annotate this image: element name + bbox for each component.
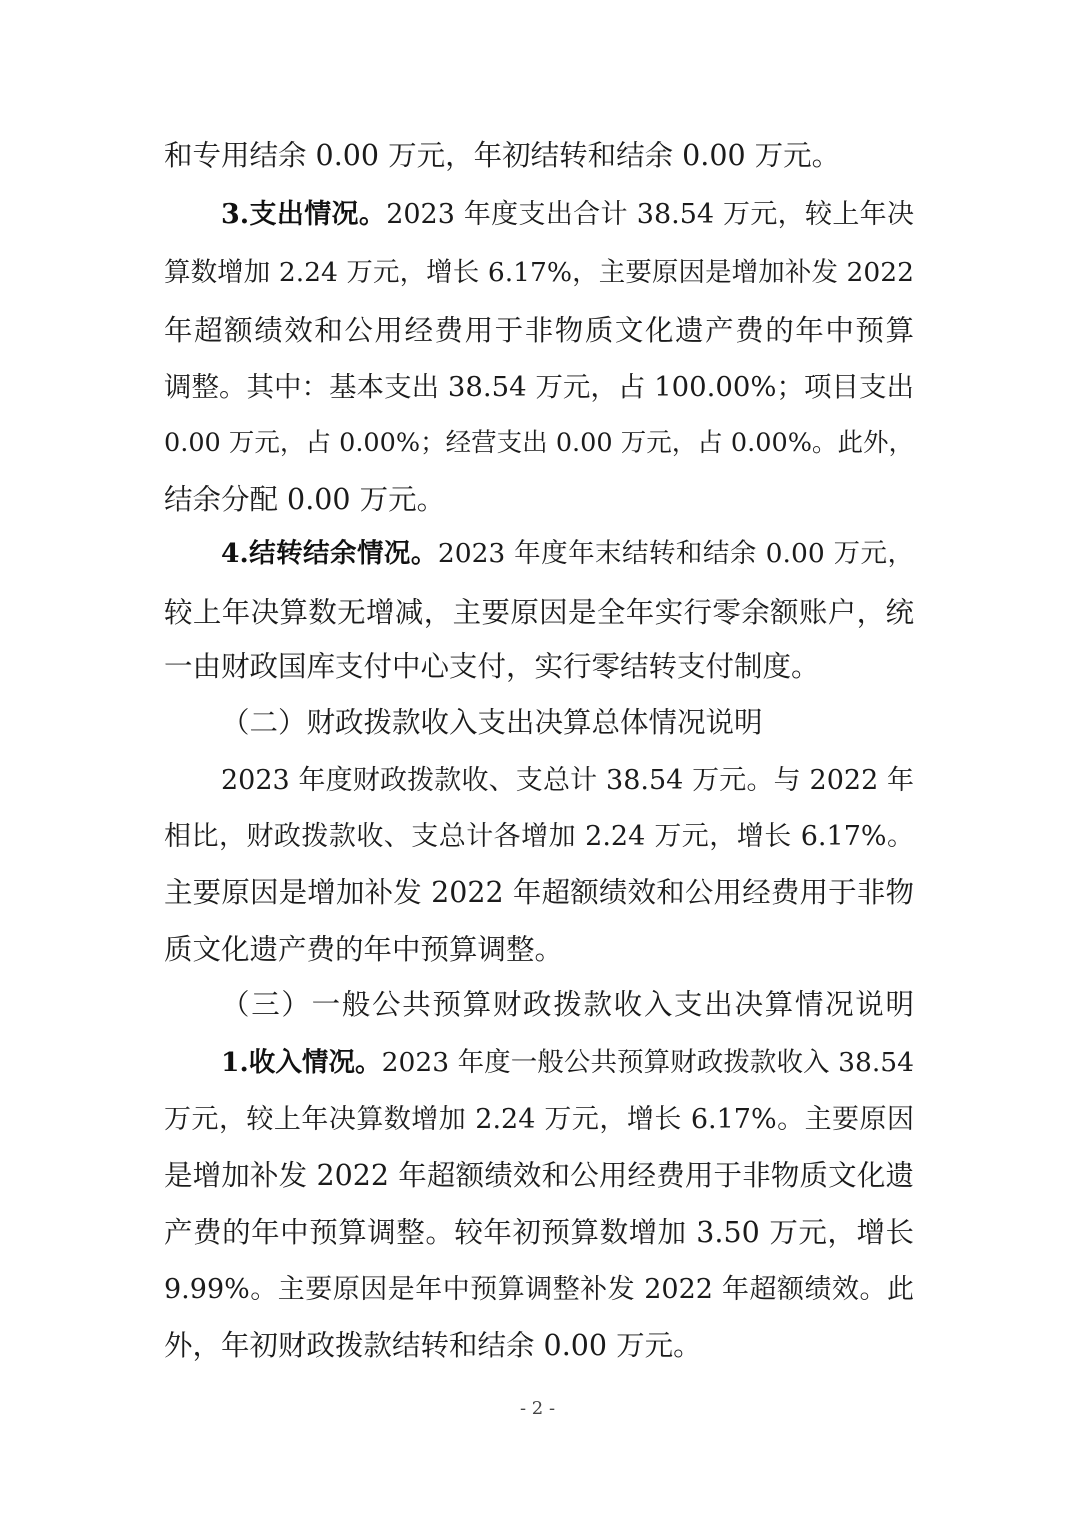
body-line: 较上年决算数无增减，主要原因是全年实行零余额账户，统	[164, 596, 914, 629]
body-line: 算数增加 2.24 万元，增长 6.17%，主要原因是增加补发 2022	[164, 257, 914, 288]
body-line: 年超额绩效和公用经费用于非物质文化遗产费的年中预算	[164, 314, 914, 347]
section-heading-line: 3.支出情况。2023 年度支出合计 38.54 万元，较上年决	[221, 199, 914, 230]
body-line: 万元，较上年决算数增加 2.24 万元，增长 6.17%。主要原因	[164, 1104, 914, 1135]
section-heading-line: 4.结转结余情况。2023 年度年末结转和结余 0.00 万元，	[221, 538, 914, 569]
body-line: 相比，财政拨款收、支总计各增加 2.24 万元，增长 6.17%。	[164, 821, 914, 852]
section-heading-line: 1.收入情况。2023 年度一般公共预算财政拨款收入 38.54	[221, 1047, 914, 1078]
section-heading: 3.支出情况。	[221, 199, 387, 230]
body-line: 2023 年度财政拨款收、支总计 38.54 万元。与 2022 年	[221, 765, 914, 796]
section-heading: 1.收入情况。	[221, 1047, 382, 1078]
body-line: 9.99%。主要原因是年中预算调整补发 2022 年超额绩效。此	[164, 1274, 914, 1305]
body-line: 外，年初财政拨款结转和结余 0.00 万元。	[164, 1329, 702, 1362]
body-line: 0.00 万元，占 0.00%；经营支出 0.00 万元，占 0.00%。此外，	[164, 428, 914, 458]
body-line: 结余分配 0.00 万元。	[164, 483, 446, 516]
page-number: - 2 -	[519, 1398, 556, 1419]
body-line: 产费的年中预算调整。较年初预算数增加 3.50 万元，增长	[164, 1216, 914, 1249]
body-line: 一由财政国库支付中心支付，实行零结转支付制度。	[164, 650, 820, 683]
subsection-title: （二）财政拨款收入支出决算总体情况说明	[221, 706, 763, 739]
body-line: 和专用结余 0.00 万元，年初结转和结余 0.00 万元。	[164, 139, 841, 172]
section-heading: 4.结转结余情况。	[221, 538, 438, 569]
body-line: 调整。其中：基本支出 38.54 万元，占 100.00%；项目支出	[164, 371, 914, 403]
subsection-title: （三）一般公共预算财政拨款收入支出决算情况说明	[221, 988, 914, 1021]
body-line: 是增加补发 2022 年超额绩效和公用经费用于非物质文化遗	[164, 1159, 914, 1192]
body-line: 主要原因是增加补发 2022 年超额绩效和公用经费用于非物	[164, 876, 914, 909]
body-line: 质文化遗产费的年中预算调整。	[164, 933, 564, 966]
